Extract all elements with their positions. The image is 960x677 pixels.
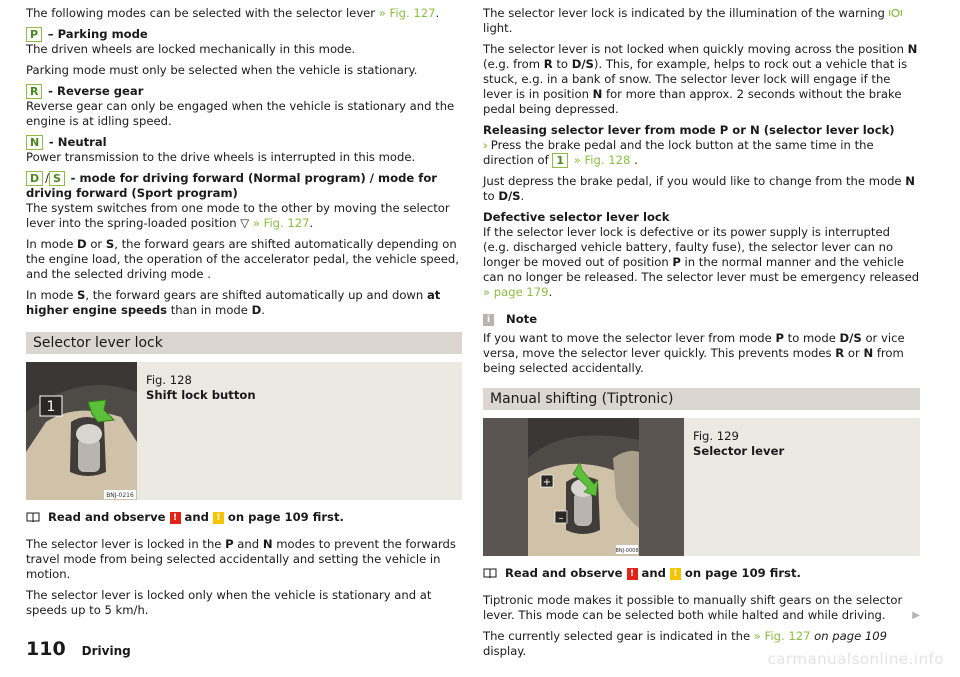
figure-129-label: Fig. 129 xyxy=(693,429,739,443)
reverse-mode-block: R - Reverse gear Reverse gear can only be engaged when the vehicle is stationary and the engine is at idling speed. xyxy=(26,84,455,128)
defective-title: Defective selector lever lock xyxy=(483,210,670,224)
lock-paragraph-2: The selector lever is locked only when the vehicle is stationary and at speeds up to 5 km/h. xyxy=(26,588,432,617)
figure-128-title: Shift lock button xyxy=(146,388,256,402)
mode-ds-paragraph: In mode D or S, the forward gears are shifted automatically depending on the engine load, the operation of the accelerator pedal, the vehicle speed, and the selected driving mode . xyxy=(26,237,459,281)
page-179-link[interactable]: » page 179 xyxy=(483,285,549,299)
drive-sport-mode-block: D / S - mode for driving forward (Normal program) / mode for driving forward (Sport program) The system switches from one mode to the other by moving the selector lever into the spring-loaded position ▽ » Fig. 127. xyxy=(26,171,450,230)
parking-mode-title: – Parking mode xyxy=(47,27,148,41)
figure-128 xyxy=(26,362,462,500)
spring-position-symbol: ▽ xyxy=(240,216,250,230)
plus-marker: + xyxy=(542,477,552,488)
current-gear-paragraph: The currently selected gear is indicated in the » Fig. 127 on page 109 display. xyxy=(483,629,888,658)
mode-key-s: S xyxy=(49,171,65,186)
caution-icon: ! xyxy=(213,512,224,524)
bullet-arrow-icon: › xyxy=(483,138,488,152)
neutral-mode-block: N - Neutral Power transmission to the drive wheels is interrupted in this mode. xyxy=(26,135,416,164)
minus-marker: – xyxy=(558,513,564,524)
right-column xyxy=(483,6,920,665)
section-title-manual-shifting: Manual shifting (Tiptronic) xyxy=(483,388,920,410)
warning-icon: ! xyxy=(627,568,638,580)
read-and-observe-line: Read and observe ! and ! on page 109 first. xyxy=(26,510,462,525)
figure-128-label: Fig. 128 xyxy=(146,373,192,387)
continue-arrow-icon: ▶ xyxy=(912,610,920,621)
intro-paragraph: The following modes can be selected with the selector lever » Fig. 127. xyxy=(26,6,440,20)
defective-block: Defective selector lever lock If the selector lever lock is defective or its power supply is interrupted (e.g. discharged vehicle battery, faulty fuse), the selector lever can no longer be moved out of position P in the normal manner and the vehicle can no longer be released. The selector lever must be emergency released » page 179. xyxy=(483,210,920,299)
releasing-block: Releasing selector lever from mode P or N (selector lever lock) › Press the brake pedal and the lock button at the same time in the direction of 1 » Fig. 128 . xyxy=(483,123,895,167)
not-locked-paragraph: The selector lever is not locked when quickly moving across the position N (e.g. from R to D/S). This, for example, helps to rock out a vehicle that is stuck, e.g. in a bank of snow. The selector lever lock will engage if the lever is in position N for more than approx. 2 seconds without the brake pedal being depressed. xyxy=(483,42,918,116)
parking-mode-block: P – Parking mode The driven wheels are locked mechanically in this mode. Parking mode must only be selected when the vehicle is stationary. xyxy=(26,27,418,77)
page-footer xyxy=(26,638,131,660)
mode-s-paragraph: In mode S, the forward gears are shifted automatically up and down at higher engine speeds than in mode D. xyxy=(26,288,441,317)
depress-paragraph: Just depress the brake pedal, if you would like to change from the mode N to D/S. xyxy=(483,174,915,203)
book-icon xyxy=(26,512,40,523)
releasing-title: Releasing selector lever from mode P or N (selector lever lock) xyxy=(483,123,895,137)
page-number: 110 xyxy=(26,638,66,660)
figure-128-caption xyxy=(146,373,256,403)
selector-lever-illustration xyxy=(483,418,684,556)
warning-icon: ! xyxy=(170,512,181,524)
footer-section: Driving xyxy=(81,644,131,658)
section-title-selector-lever-lock: Selector lever lock xyxy=(26,332,462,354)
figure-128-marker: 1 xyxy=(46,399,56,415)
mode-key-d: D xyxy=(26,171,43,186)
warning-light-icon xyxy=(889,8,902,18)
book-icon xyxy=(483,568,497,579)
lock-button-key: 1 xyxy=(552,153,568,168)
fig-128-link[interactable]: » Fig. 128 xyxy=(573,153,631,167)
figure-129-caption xyxy=(693,429,784,459)
read-and-observe-line: Read and observe ! and ! on page 109 first. xyxy=(483,566,920,581)
figure-129 xyxy=(483,418,920,556)
note-heading: i Note xyxy=(483,312,920,327)
note-paragraph: If you want to move the selector lever from mode P to mode D/S or vice versa, move the selector lever quickly. This prevents modes R or N from being selected accidentally. xyxy=(483,331,905,375)
mode-key-p: P xyxy=(26,27,42,42)
warning-light-paragraph: The selector lever lock is indicated by the illumination of the warning light. xyxy=(483,6,920,36)
figure-129-title: Selector lever xyxy=(693,444,785,458)
figure-128-code: BNJ-0216 xyxy=(106,492,134,499)
fig-127-link[interactable]: » Fig. 127 xyxy=(378,6,436,20)
figure-129-code: BNJ-0008 xyxy=(615,548,639,554)
watermark: carmanualsonline.info xyxy=(767,650,944,668)
fig-127-link[interactable]: » Fig. 127 xyxy=(753,629,811,643)
lock-paragraph-1: The selector lever is locked in the P and N modes to prevent the forwards travel mode from being selected accidentally and setting the vehicle in motion. xyxy=(26,537,456,581)
tiptronic-paragraph: Tiptronic mode makes it possible to manually shift gears on the selector lever. This mode can be selected both while halted and while driving. xyxy=(483,593,903,622)
info-icon: i xyxy=(483,314,494,326)
fig-127-link[interactable]: » Fig. 127 xyxy=(252,216,310,230)
shift-lock-illustration xyxy=(26,362,137,500)
mode-key-n: N xyxy=(26,135,43,150)
caution-icon: ! xyxy=(670,568,681,580)
mode-key-r: R xyxy=(26,84,42,99)
left-column xyxy=(26,6,462,624)
